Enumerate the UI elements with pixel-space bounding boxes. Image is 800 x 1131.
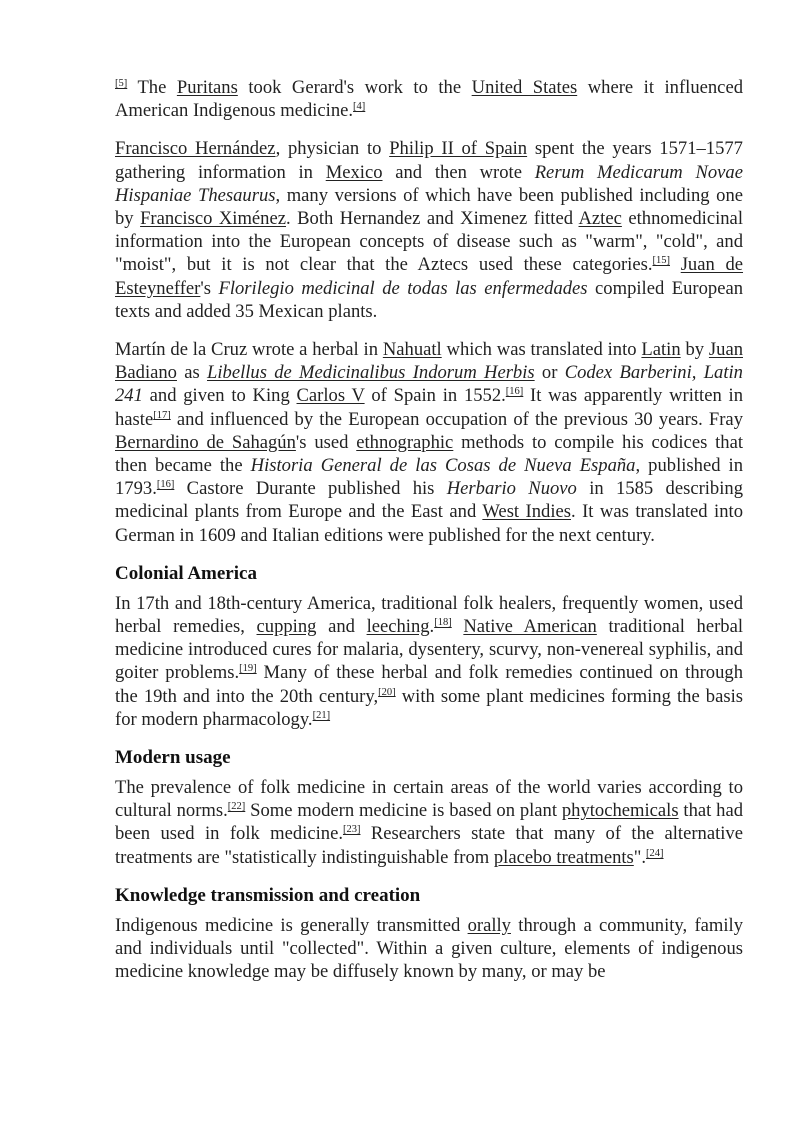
text: Indigenous medicine is generally transmitted <box>115 914 468 936</box>
text: 's used <box>295 431 357 453</box>
citation-23-link[interactable]: [23] <box>342 824 361 836</box>
citation-17-link[interactable]: [17] <box>153 409 171 421</box>
link-aztec[interactable]: Aztec <box>578 208 622 230</box>
text: and influenced by the European occupation of the previous 30 years. Fray <box>170 408 743 430</box>
text <box>452 616 464 637</box>
text: 's <box>200 277 219 299</box>
citation-4[interactable] <box>353 101 365 112</box>
text: and given to King <box>142 385 297 407</box>
citation-5-link[interactable]: [5] <box>115 77 128 89</box>
link-bernardino-de-sahagun[interactable]: Bernardino de Sahagún <box>115 431 296 453</box>
text: where it influenced American Indigenous medicine. <box>115 77 743 122</box>
citation-16b-link[interactable]: [16] <box>156 479 175 491</box>
link-francisco-hernandez[interactable]: Francisco Hernández <box>115 138 276 160</box>
link-nahuatl[interactable]: Nahuatl <box>382 339 442 361</box>
text: as <box>176 362 208 384</box>
text: The prevalence of folk medicine in certain areas of the world varies according to cultural norms. <box>115 777 743 822</box>
citation-18[interactable] <box>434 617 452 628</box>
text: which was translated into <box>441 339 642 361</box>
link-phytochemicals[interactable]: phytochemicals <box>561 800 679 822</box>
text: Many of these herbal and folk remedies continued on through the 19th and into the 20th century, <box>115 662 743 707</box>
text: through a community, family and individuals until "collected". Within a given culture, elements of indigenous medicine knowledge may be diffusely known by many, or may be <box>115 914 743 983</box>
text: . <box>429 616 435 638</box>
text: that had been used in folk medicine. <box>115 800 744 845</box>
text: compiled European texts and added 35 Mexican plants. <box>115 277 743 322</box>
citation-24[interactable] <box>646 848 664 859</box>
text: methods to compile his codices that then became the <box>115 431 744 477</box>
text: by <box>680 339 709 361</box>
citation-19[interactable] <box>239 663 257 674</box>
citation-24-link[interactable]: [24] <box>646 847 664 859</box>
title-codex-barberini: Codex Barberini, Latin 241 <box>115 362 743 407</box>
citation-15[interactable] <box>653 255 671 266</box>
citation-22-link[interactable]: [22] <box>227 801 246 813</box>
text: Martín de la Cruz wrote a herbal in <box>115 339 383 361</box>
link-puritans[interactable]: Puritans <box>176 77 238 98</box>
text: traditional herbal medicine introduced cures for malaria, dysentery, scurvy, non-venereal syphilis, and goiter problems. <box>115 616 744 684</box>
citation-20-link[interactable]: [20] <box>378 686 396 698</box>
paragraph-puritans <box>115 76 743 122</box>
text: of Spain in 1552. <box>364 385 506 407</box>
text: and then wrote <box>382 161 535 183</box>
link-mexico[interactable]: Mexico <box>325 161 383 183</box>
text: in 1585 describing medicinal plants from Europe and the East and <box>115 478 743 523</box>
link-juan-badiano[interactable]: Juan Badiano <box>115 339 743 384</box>
text: The <box>127 77 177 98</box>
text: took Gerard's work to the <box>237 77 472 98</box>
title-florilegio: Florilegio medicinal de todas las enfermedades <box>218 277 588 299</box>
citation-23[interactable] <box>343 824 361 835</box>
title-libellus: Libellus de Medicinalibus Indorum Herbis <box>207 362 535 384</box>
text: , physician to <box>275 138 390 160</box>
paragraph-colonial <box>115 592 743 731</box>
citation-21[interactable] <box>313 710 331 721</box>
link-west-indies[interactable]: West Indies <box>482 501 571 523</box>
link-francisco-ximenez[interactable]: Francisco Ximénez <box>140 208 286 230</box>
text: or <box>534 362 565 384</box>
text: Some modern medicine is based on plant <box>245 800 562 822</box>
text: . Both Hernandez and Ximenez fitted <box>286 208 579 230</box>
text: , published in 1793. <box>115 455 743 500</box>
citation-4-link[interactable]: [4] <box>353 101 366 113</box>
citation-17[interactable] <box>153 409 171 420</box>
link-ethnographic[interactable]: ethnographic <box>356 431 454 453</box>
citation-18-link[interactable]: [18] <box>434 616 452 628</box>
citation-20[interactable] <box>378 686 396 697</box>
link-orally[interactable]: orally <box>467 914 511 936</box>
link-cupping[interactable]: cupping <box>256 616 317 638</box>
text: . It was translated into German in 1609 and Italian editions were published for the next century. <box>115 501 743 546</box>
paragraph-de-la-cruz <box>115 338 743 547</box>
heading-modern-usage: Modern usage <box>115 747 231 769</box>
text: spent the years 1571–1577 gathering information in <box>115 138 743 183</box>
text: Castore Durante published his <box>174 478 447 500</box>
link-carlos-v[interactable]: Carlos V <box>296 385 365 407</box>
heading-knowledge-transmission: Knowledge transmission and creation <box>115 884 421 906</box>
link-placebo-treatments[interactable]: placebo treatments <box>493 846 634 868</box>
text: In 17th and 18th-century America, traditional folk healers, frequently women, used herbal remedies, <box>115 592 743 638</box>
link-philip-ii[interactable]: Philip II of Spain <box>389 138 528 160</box>
text: ". <box>633 846 647 868</box>
text <box>670 254 681 275</box>
paragraph-hernandez <box>115 137 743 323</box>
heading-colonial-america: Colonial America <box>115 562 257 584</box>
article-body <box>115 76 743 999</box>
citation-16b[interactable] <box>157 479 175 490</box>
text: , many versions of which have been published including one by <box>115 184 744 230</box>
link-leeching[interactable]: leeching <box>366 616 430 638</box>
text: with some plant medicines forming the basis for modern pharmacology. <box>115 685 743 730</box>
link-native-american[interactable]: Native American <box>463 616 597 638</box>
paragraph-knowledge <box>115 914 743 984</box>
citation-21-link[interactable]: [21] <box>312 709 331 721</box>
link-latin[interactable]: Latin <box>641 339 681 361</box>
title-historia-general: Historia General de las Cosas de Nueva España <box>250 455 636 477</box>
citation-19-link[interactable]: [19] <box>239 663 257 675</box>
citation-15-link[interactable]: [15] <box>652 255 670 267</box>
title-rerum-medicarum: Rerum Medicarum Novae Hispaniae Thesaurus <box>115 161 743 206</box>
text: Researchers state that many of the alternative treatments are "statistically indistinguishable from <box>115 823 743 868</box>
link-libellus[interactable] <box>207 362 535 383</box>
citation-22[interactable] <box>228 801 246 812</box>
link-united-states[interactable]: United States <box>471 77 578 98</box>
text: It was apparently written in haste <box>115 385 743 430</box>
citation-16[interactable] <box>506 386 524 397</box>
citation-5[interactable] <box>115 78 127 89</box>
title-herbario-nuovo: Herbario Nuovo <box>446 478 577 500</box>
paragraph-modern <box>115 776 743 869</box>
text: ethnomedicinal information into the European concepts of disease such as "warm", "cold", and "moist", but it is not clear that the Aztecs used these categories. <box>115 208 743 276</box>
citation-16-link[interactable]: [16] <box>505 386 524 398</box>
link-juan-de-esteyneffer[interactable]: Juan de Esteyneffer <box>115 254 744 299</box>
text: and <box>316 616 367 638</box>
